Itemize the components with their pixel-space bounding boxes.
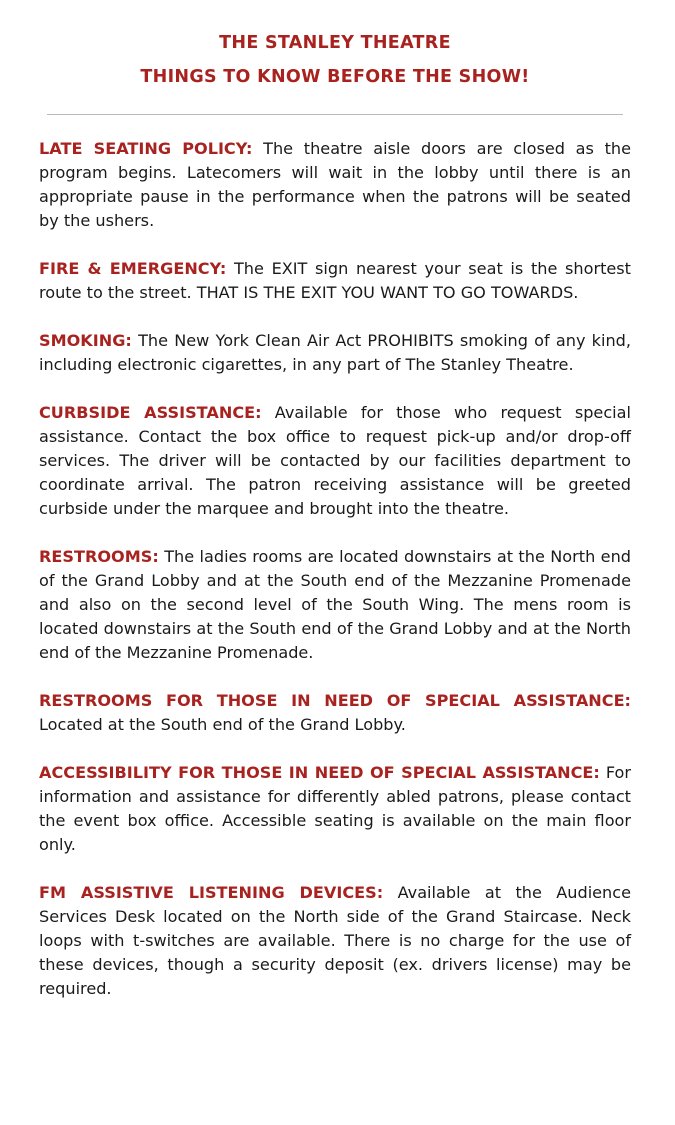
- restrooms-label: RESTROOMS:: [39, 547, 159, 566]
- curbside-assistance-section: [39, 401, 631, 521]
- listening-devices-label: FM ASSISTIVE LISTENING DEVICES:: [39, 883, 384, 902]
- fire-emergency-label: FIRE & EMERGENCY:: [39, 259, 227, 278]
- late-seating-text: The theatre aisle doors are closed as the program begins. Latecomers will wait in the lobby until there is an appropriate pause in the performance when the patrons will be seated by the ushers.: [39, 139, 632, 230]
- restrooms-section: [39, 545, 631, 665]
- late-seating-section: [39, 137, 631, 233]
- accessibility-section: [39, 761, 631, 857]
- listening-devices-section: [39, 881, 631, 1001]
- special-restrooms-text: Located at the South end of the Grand Lobby.: [39, 715, 406, 734]
- curbside-assistance-label: CURBSIDE ASSISTANCE:: [39, 403, 262, 422]
- late-seating-label: LATE SEATING POLICY:: [39, 139, 253, 158]
- accessibility-label: ACCESSIBILITY FOR THOSE IN NEED OF SPECIAL ASSISTANCE:: [39, 763, 600, 782]
- accessibility-text: For information and assistance for differently abled patrons, please contact the event box office. Accessible seating is available on the main floor only.: [39, 763, 632, 854]
- special-restrooms-label: RESTROOMS FOR THOSE IN NEED OF SPECIAL ASSISTANCE:: [39, 691, 631, 710]
- restrooms-text: The ladies rooms are located downstairs at the North end of the Grand Lobby and at the South end of the Mezzanine Promenade and also on the second level of the South Wing. The mens room is located downstairs at the South end of the Grand Lobby and at the North end of the Mezzanine Promenade.: [39, 547, 631, 662]
- special-restrooms-section: [39, 689, 631, 737]
- page-subtitle-heading: THINGS TO KNOW BEFORE THE SHOW!: [140, 67, 530, 87]
- listening-devices-text: Available at the Audience Services Desk located on the North side of the Grand Staircase. Neck loops with t-switches are available. There is no charge for the use of these devices, though a security deposit (ex. drivers license) may be required.: [39, 883, 632, 998]
- header-divider: [47, 114, 623, 115]
- curbside-assistance-text: Available for those who request special assistance. Contact the box office to request pick-up and/or drop-off services. The driver will be contacted by our facilities department to coordinate arrival. The patron receiving assistance will be greeted curbside under the marquee and brought into the theatre.: [39, 403, 631, 518]
- smoking-text: The New York Clean Air Act PROHIBITS smoking of any kind, including electronic cigarettes, in any part of The Stanley Theatre.: [39, 331, 631, 374]
- theatre-name-heading: THE STANLEY THEATRE: [219, 33, 451, 53]
- smoking-section: [39, 329, 631, 377]
- fire-emergency-section: [39, 257, 631, 305]
- smoking-label: SMOKING:: [39, 331, 132, 350]
- fire-emergency-text: The EXIT sign nearest your seat is the shortest route to the street. THAT IS THE EXIT YOU WANT TO GO TOWARDS.: [39, 259, 631, 302]
- document-page: [39, 0, 631, 1001]
